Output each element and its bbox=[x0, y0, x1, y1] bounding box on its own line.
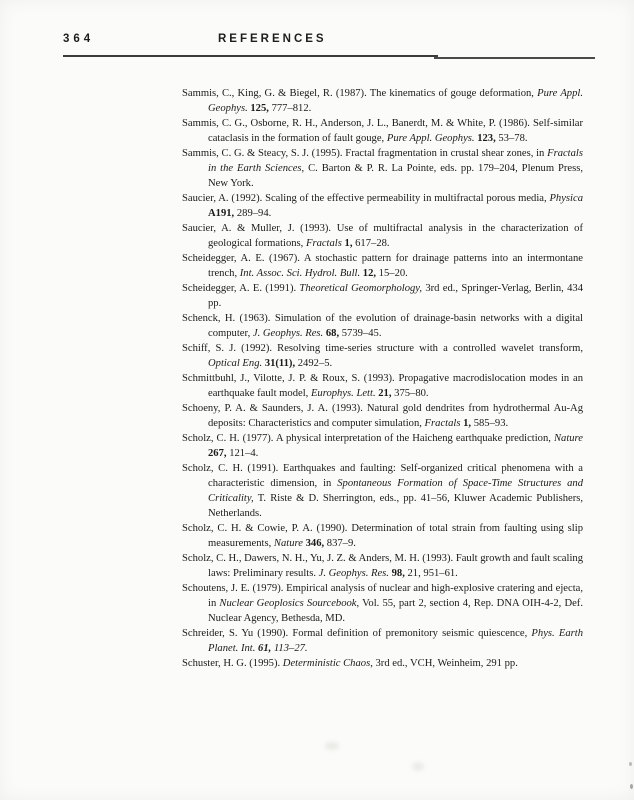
reference-entry bbox=[182, 431, 583, 461]
reference-segment: J. Geophys. Res. bbox=[252, 328, 326, 339]
reference-segment: Schenck, H. (1963). Simulation of the evolution of drainage-basin networks with a digital computer, bbox=[182, 313, 583, 339]
reference-segment: Phys. Earth Planet. Int. bbox=[208, 628, 583, 654]
reference-segment: 15–20. bbox=[376, 268, 408, 279]
reference-segment: 837–9. bbox=[324, 538, 356, 549]
reference-segment: Sammis, C., King, G. & Biegel, R. (1987). The kinematics of gouge deformation, bbox=[182, 88, 538, 99]
reference-segment: Pure Appl. Geophys. bbox=[208, 88, 583, 114]
reference-segment: 12, bbox=[362, 268, 377, 279]
header-rule-left bbox=[63, 55, 438, 57]
reference-segment: 113–27. bbox=[271, 643, 308, 654]
reference-entry bbox=[182, 521, 583, 551]
reference-segment: Scholz, C. H. (1991). Earthquakes and faulting: Self-organized critical phenomena with a characteristic dimension, in bbox=[182, 463, 583, 489]
reference-segment: J. Geophys. Res. bbox=[318, 568, 392, 579]
reference-entry bbox=[182, 461, 583, 521]
reference-segment: 31(11), bbox=[264, 358, 296, 369]
reference-entry bbox=[182, 626, 583, 656]
reference-segment: Scheidegger, A. E. (1991). bbox=[182, 283, 300, 294]
reference-segment: , Vol. 55, part 2, section 4, Rep. DNA OIH-4-2, Def. Nuclear Agency, Bethesda, MD. bbox=[208, 598, 583, 624]
reference-segment: Scholz, C. H. & Cowie, P. A. (1990). Determination of total strain from faulting using slip measurements, bbox=[182, 523, 583, 549]
reference-segment: Fractals in the Earth Sciences bbox=[208, 148, 583, 174]
reference-segment: Scholz, C. H., Dawers, N. H., Yu, J. Z. & Anders, M. H. (1993). Fault growth and fault scaling laws: Preliminary results. bbox=[182, 553, 583, 579]
reference-segment: 123, bbox=[477, 133, 496, 144]
reference-segment: , C. Barton & P. R. La Pointe, eds. pp. 179–204, Plenum Press, New York. bbox=[208, 163, 583, 189]
reference-segment: Schiff, S. J. (1992). Resolving time-series structure with a controlled wavelet transform, bbox=[182, 343, 583, 354]
reference-segment: 121–4. bbox=[226, 448, 259, 459]
reference-entry bbox=[182, 281, 583, 311]
reference-entry bbox=[182, 146, 583, 191]
reference-segment: Saucier, A. & Muller, J. (1993). Use of multifractal analysis in the characterization of geological formations, bbox=[182, 223, 583, 249]
reference-segment: Sammis, C. G., Osborne, R. H., Anderson, J. L., Banerdt, M. & White, P. (1986). Self-similar cataclasis in the formation of fault gouge, bbox=[182, 118, 583, 144]
reference-segment: 267, bbox=[208, 448, 227, 459]
reference-segment: 98, bbox=[391, 568, 405, 579]
reference-entry bbox=[182, 116, 583, 146]
reference-segment: , 3rd ed., VCH, Weinheim, 291 pp. bbox=[370, 658, 518, 669]
reference-segment: Schoeny, P. A. & Saunders, J. A. (1993). Natural gold dendrites from hydrothermal Au-Ag deposits: Characteristics and computer simulation, bbox=[182, 403, 583, 429]
reference-segment: Schoutens, J. E. (1979). Empirical analysis of nuclear and high-explosive cratering and ejecta, in bbox=[182, 583, 583, 609]
reference-segment: Pure Appl. Geophys. bbox=[386, 133, 478, 144]
reference-segment: Nature bbox=[273, 538, 306, 549]
reference-segment: 68, bbox=[325, 328, 340, 339]
reference-segment: Scholz, C. H. (1977). A physical interpretation of the Haicheng earthquake prediction, bbox=[182, 433, 554, 444]
reference-segment: 21, 951–61. bbox=[404, 568, 458, 579]
reference-entry bbox=[182, 341, 583, 371]
reference-segment: Theoretical Geomorphology, bbox=[299, 283, 426, 294]
reference-entry bbox=[182, 221, 583, 251]
reference-segment: 125, bbox=[250, 103, 269, 114]
header-rule-right bbox=[434, 57, 595, 59]
scan-smudge bbox=[412, 762, 424, 771]
reference-segment: 2492–5. bbox=[295, 358, 333, 369]
reference-segment: 617–28. bbox=[352, 238, 390, 249]
reference-segment: Schuster, H. G. (1995). bbox=[182, 658, 283, 669]
reference-segment: 346, bbox=[305, 538, 325, 549]
reference-list bbox=[182, 86, 583, 671]
reference-segment: Optical Eng. bbox=[208, 358, 265, 369]
reference-segment: 375–80. bbox=[391, 388, 429, 399]
reference-segment: 3rd ed., Springer-Verlag, Berlin, 434 pp. bbox=[208, 283, 583, 309]
page-number: 364 bbox=[63, 33, 95, 45]
scan-smudge bbox=[325, 742, 339, 750]
reference-segment: Fractals bbox=[424, 418, 464, 429]
reference-segment: Nature bbox=[553, 433, 583, 444]
reference-segment: 21, bbox=[378, 388, 392, 399]
reference-segment: Saucier, A. (1992). Scaling of the effective permeability in multifractal porous media, bbox=[182, 193, 550, 204]
reference-entry bbox=[182, 251, 583, 281]
reference-segment: Sammis, C. G. & Steacy, S. J. (1995). Fractal fragmentation in crustal shear zones, in bbox=[182, 148, 548, 159]
reference-segment: Spontaneous Formation of Space-Time Structures and Criticality, bbox=[208, 478, 584, 504]
reference-segment: 61, bbox=[258, 643, 272, 654]
reference-segment: Schreider, S. Yu (1990). Formal definition of premonitory seismic quiescence, bbox=[182, 628, 532, 639]
reference-entry bbox=[182, 86, 583, 116]
reference-entry bbox=[182, 401, 583, 431]
reference-segment: Fractals bbox=[305, 238, 345, 249]
reference-entry bbox=[182, 311, 583, 341]
reference-entry bbox=[182, 371, 583, 401]
reference-entry bbox=[182, 656, 583, 671]
reference-segment: 777–812. bbox=[268, 103, 312, 114]
reference-segment: 289–94. bbox=[234, 208, 272, 219]
reference-segment: 53–78. bbox=[495, 133, 528, 144]
reference-segment: 5739–45. bbox=[339, 328, 382, 339]
reference-segment: Nuclear Geoplosics Sourcebook bbox=[219, 598, 357, 609]
reference-segment: 585–93. bbox=[471, 418, 509, 429]
reference-entry bbox=[182, 581, 583, 626]
reference-segment: A191, bbox=[208, 208, 235, 219]
reference-segment: Int. Assoc. Sci. Hydrol. Bull. bbox=[239, 268, 363, 279]
reference-segment: Schmittbuhl, J., Vilotte, J. P. & Roux, S. (1993). Propagative macrodislocation modes in an earthquake fault model, bbox=[182, 373, 583, 399]
running-head-title: REFERENCES bbox=[218, 33, 327, 45]
reference-segment: Europhys. Lett. bbox=[310, 388, 379, 399]
reference-segment: 1, bbox=[463, 418, 472, 429]
reference-segment: T. Riste & D. Sherrington, eds., pp. 41–56, Kluwer Academic Publishers, Netherlands. bbox=[208, 493, 584, 519]
reference-segment: Deterministic Chaos bbox=[282, 658, 371, 669]
reference-entry bbox=[182, 551, 583, 581]
reference-entry bbox=[182, 191, 583, 221]
scan-artifact bbox=[630, 784, 633, 789]
reference-segment: Physica bbox=[549, 193, 583, 204]
scan-artifact bbox=[629, 762, 632, 766]
reference-segment: 1, bbox=[344, 238, 353, 249]
reference-segment: Scheidegger, A. E. (1967). A stochastic pattern for drainage patterns into an intermontane trench, bbox=[182, 253, 583, 279]
